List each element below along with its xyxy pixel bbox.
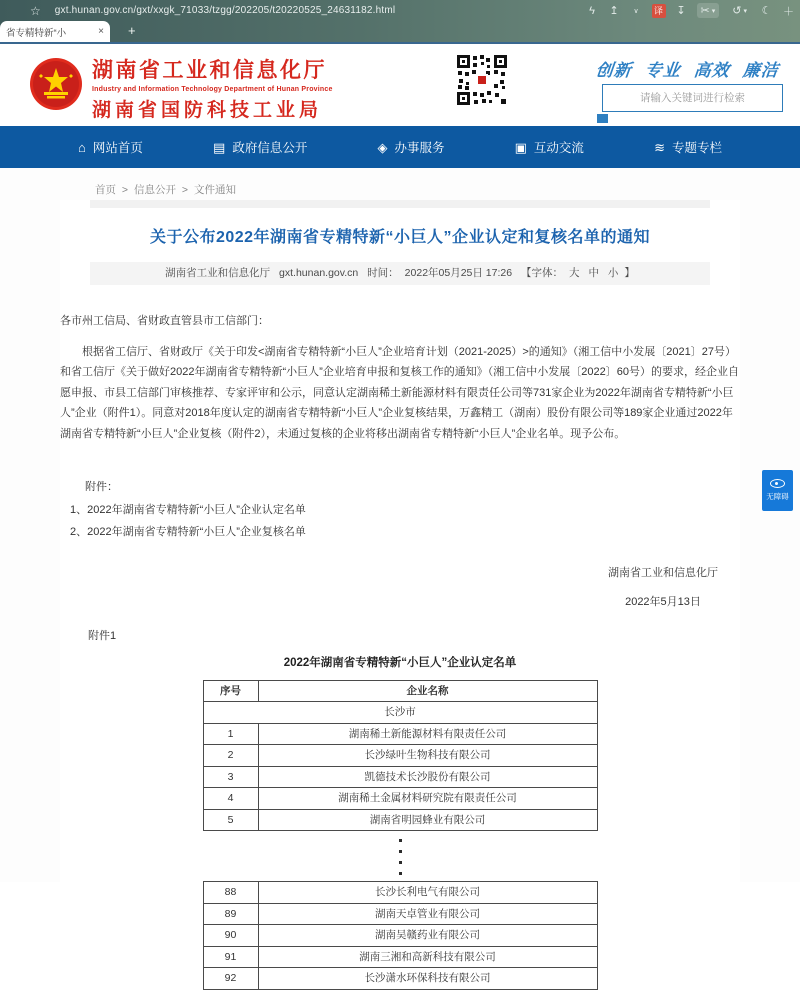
company-table-bottom xyxy=(203,881,598,990)
accessibility-label: 无障碍 xyxy=(766,492,789,501)
nav-item-icon: ▣ xyxy=(514,139,527,155)
table-group-row xyxy=(203,702,597,724)
breadcrumb-separator: > xyxy=(121,184,129,196)
table-row xyxy=(203,788,597,810)
header-search-box xyxy=(602,84,783,112)
font-size-small[interactable]: 小 xyxy=(607,267,619,279)
paragraph-main: 根据省工信厅、省财政厅《关于印发<湖南省专精特新“小巨人”企业培育计划（2021-2025）>的通知》（湘工信中小发展〔2021〕27号）和省工信厅《关于做好2022年湖南省专精特新“小巨人”企业培育申报和复核工作的通知》（湘工信中小发展〔2022〕60号）的要求，经企业自愿申报、市县工信部门审核推荐、专家评审和公示，同意认定湖南稀土新能源材料有限责任公司等731家企业为2022年湖南省专精特新“小巨人”企业（附件1）。同意对2018年度认定的湖南省专精特新“小巨人”企业复核结果，万鑫精工（湖南）股份有限公司等189家企业通过2022年湖南省专精特新“小巨人”企业复核（附件2），未通过复核的企业将移出湖南省专精特新“小巨人”企业名单。现予公布。 xyxy=(60,345,739,440)
company-name: 湖南三湘和高新科技有限公司 xyxy=(258,946,597,968)
row-number: 2 xyxy=(203,745,258,767)
meta-time: 2022年05月25日 17:26 xyxy=(404,267,513,279)
chevron-down-icon[interactable]: ∨ xyxy=(633,7,639,15)
meta-font-label: 【字体： xyxy=(521,267,564,279)
screenshot-button[interactable] xyxy=(697,3,720,18)
company-name: 湖南稀土金属材料研究院有限责任公司 xyxy=(258,788,597,810)
tab-strip xyxy=(0,21,800,42)
nav-item-label: 互动交流 xyxy=(533,141,584,155)
nav-item-label: 政府信息公开 xyxy=(232,141,308,155)
attachments-label: 附件： xyxy=(85,481,118,493)
qr-code xyxy=(456,54,508,106)
row-number: 88 xyxy=(203,882,258,904)
company-name: 长沙长利电气有限公司 xyxy=(258,882,597,904)
nav-item-label: 办事服务 xyxy=(394,141,445,155)
company-name: 长沙潇水环保科技有限公司 xyxy=(258,968,597,990)
row-number: 92 xyxy=(203,968,258,990)
accessibility-widget[interactable] xyxy=(762,470,793,511)
row-number: 90 xyxy=(203,925,258,947)
meta-site: gxt.hunan.gov.cn xyxy=(279,267,359,279)
article-body xyxy=(60,311,740,990)
row-number: 5 xyxy=(203,809,258,831)
article-top-divider xyxy=(90,200,710,208)
company-name: 湖南天卓管业有限公司 xyxy=(258,903,597,925)
article-title: 关于公布2022年湖南省专精特新“小巨人”企业认定和复核名单的通知 xyxy=(149,229,651,246)
breadcrumb-item[interactable]: 文件通知 xyxy=(193,184,236,196)
address-bar[interactable] xyxy=(0,0,800,21)
group-city: 长沙市 xyxy=(203,702,597,724)
company-table-top xyxy=(203,680,598,832)
nav-item[interactable] xyxy=(377,138,444,156)
table-row xyxy=(203,766,597,788)
lightning-icon[interactable]: ϟ xyxy=(589,4,595,17)
tab-title: 省专精特新“小 xyxy=(6,27,67,39)
table-row xyxy=(203,968,597,990)
company-name: 湖南省明园蜂业有限公司 xyxy=(258,809,597,831)
attachments-section xyxy=(60,477,740,543)
nav-item[interactable] xyxy=(78,138,143,156)
company-name: 湖南稀土新能源材料有限责任公司 xyxy=(258,723,597,745)
breadcrumb xyxy=(95,182,239,197)
search-button[interactable] xyxy=(597,114,608,123)
org-name-cn2: 湖南省国防科技工业局 xyxy=(92,100,323,121)
table-row xyxy=(203,946,597,968)
row-number: 1 xyxy=(203,723,258,745)
share-icon[interactable]: ↥ xyxy=(609,5,619,17)
annex-label: 附件1 xyxy=(88,629,117,642)
table-row xyxy=(203,882,597,904)
nav-item[interactable] xyxy=(213,138,307,156)
nav-item-icon: ◈ xyxy=(377,139,388,155)
table-row xyxy=(203,723,597,745)
site-header xyxy=(0,46,800,126)
nav-item[interactable] xyxy=(654,138,722,156)
table-row xyxy=(203,925,597,947)
row-number: 91 xyxy=(203,946,258,968)
attachment-link[interactable]: 1、2022年湖南省专精特新“小巨人”企业认定名单 xyxy=(70,503,306,516)
main-nav xyxy=(0,126,800,168)
header-slogan xyxy=(595,56,788,81)
signature xyxy=(60,563,740,613)
col-header-name: 企业名称 xyxy=(258,680,597,702)
undo-button[interactable] xyxy=(728,3,751,18)
signature-date: 2022年5月13日 xyxy=(625,596,701,608)
row-number: 3 xyxy=(203,766,258,788)
page-content xyxy=(0,168,800,984)
national-emblem-logo xyxy=(28,52,84,121)
article xyxy=(60,200,740,990)
slogan-word: 专业 xyxy=(643,61,682,80)
tab-close-icon[interactable]: × xyxy=(98,26,104,37)
browser-tab[interactable] xyxy=(0,21,110,42)
undo-icon: ↺ xyxy=(732,5,742,17)
nav-item-icon: ⌂ xyxy=(78,139,86,155)
table-row xyxy=(203,745,597,767)
company-name: 凯德技术长沙股份有限公司 xyxy=(258,766,597,788)
site-titles xyxy=(92,54,333,122)
bookmark-star-icon[interactable]: ☆ xyxy=(30,3,41,18)
table-title: 2022年湖南省专精特新“小巨人”企业认定名单 xyxy=(283,657,517,669)
nav-item-label: 网站首页 xyxy=(92,141,143,155)
meta-source: 湖南省工业和信息化厅 xyxy=(165,267,271,279)
new-tab-button[interactable]: + xyxy=(128,23,136,38)
breadcrumb-item[interactable]: 信息公开 xyxy=(133,184,176,196)
caret-down-icon: ▾ xyxy=(743,7,747,15)
font-size-medium[interactable]: 中 xyxy=(588,267,599,279)
url-text[interactable]: gxt.hunan.gov.cn/gxt/xxgk_71033/tzgg/202205/t20220525_24631182.html xyxy=(54,5,396,16)
signature-org: 湖南省工业和信息化厅 xyxy=(608,566,718,579)
download-icon[interactable]: ↧ xyxy=(676,5,686,17)
slogan-word: 廉洁 xyxy=(741,61,780,80)
org-name-cn: 湖南省工业和信息化厅 xyxy=(92,59,327,82)
meta-font-suffix: 】 xyxy=(624,267,635,279)
row-number: 4 xyxy=(203,788,258,810)
eye-icon xyxy=(770,479,785,488)
caret-down-icon: ▾ xyxy=(711,7,716,15)
nav-item-icon: ▤ xyxy=(213,139,226,155)
table-ellipsis xyxy=(203,839,598,875)
table-row xyxy=(203,809,597,831)
slogan-word: 高效 xyxy=(692,61,731,80)
attachment-link[interactable]: 2、2022年湖南省专精特新“小巨人”企业复核名单 xyxy=(70,526,306,538)
search-input[interactable] xyxy=(603,85,782,111)
table-row xyxy=(203,903,597,925)
col-header-no: 序号 xyxy=(203,680,258,702)
company-name: 湖南吴赣药业有限公司 xyxy=(258,925,597,947)
nav-item[interactable] xyxy=(515,138,584,156)
font-size-large[interactable]: 大 xyxy=(569,267,580,279)
breadcrumb-separator: > xyxy=(181,184,189,196)
toolbar-plus-icon[interactable]: ＋ xyxy=(783,5,794,18)
breadcrumb-item[interactable]: 首页 xyxy=(95,184,116,196)
translate-icon[interactable]: 译 xyxy=(652,4,666,18)
nav-item-icon: ≋ xyxy=(654,139,665,155)
row-number: 89 xyxy=(203,903,258,925)
meta-time-label: 时间： xyxy=(367,267,399,279)
browser-chrome xyxy=(0,0,800,44)
table-header-row xyxy=(203,680,597,702)
paragraph-salutation: 各市州工信局、省财政直管县市工信部门： xyxy=(60,315,269,327)
slogan-word: 创新 xyxy=(594,61,633,80)
org-name-en: Industry and Information Technology Department of Hunan Province xyxy=(92,86,333,93)
company-name: 长沙绿叶生物科技有限公司 xyxy=(258,745,597,767)
article-meta-bar xyxy=(90,262,710,285)
night-mode-icon[interactable]: ☾ xyxy=(761,5,772,17)
nav-item-label: 专题专栏 xyxy=(671,141,722,155)
scissors-icon: ✂ xyxy=(700,5,710,17)
